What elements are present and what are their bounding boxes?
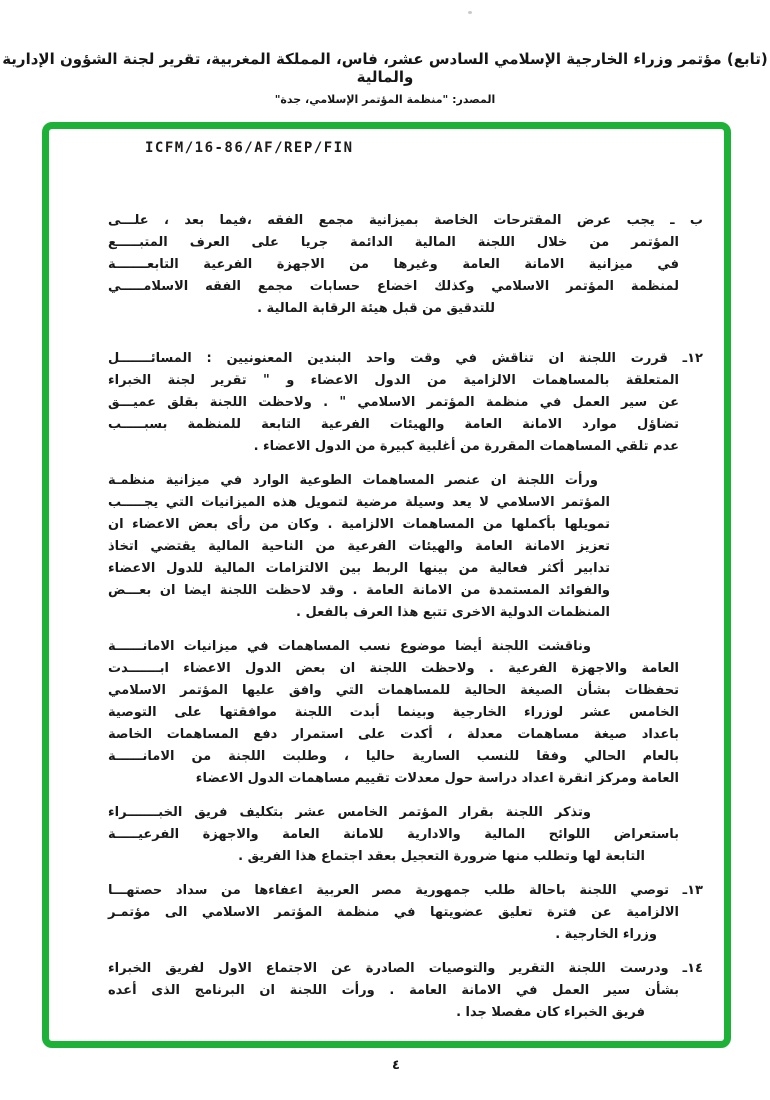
text-line: تعزيز الامانة العامة والهيئات الفرعية من الناحية المالية يقتضي اتخاذ [108, 539, 610, 554]
paragraph-b [108, 210, 703, 320]
text-line: المؤتمر الاسلامي لا يعد وسيلة مرضية لتمويل هذه الميزانيات التي يجـــــب [108, 495, 610, 510]
paragraph-marker: ١٣ـ [682, 883, 703, 898]
text-line: وتذكر اللجنة بقرار المؤتمر الخامس عشر بتكليف فريق الخبـــــــراء [108, 805, 591, 820]
text-line: وزراء الخارجية . [555, 927, 657, 942]
text-line: تدابير أكثر فعالية من بينها الربط بين الالتزامات المالية للدول الاعضاء [108, 561, 610, 576]
paragraph-12 [108, 348, 703, 458]
text-line: ١٤ـ ودرست اللجنة التقرير والتوصيات الصادرة عن الاجتماع الاول لفريق الخبراء [108, 961, 703, 976]
text-line: وناقشت اللجنة أيضا موضوع نسب المساهمات في ميزانيات الامانــــــة [108, 639, 591, 654]
text-line: العامة والاجهزة الفرعية . ولاحظت اللجنة ان بعض الدول الاعضاء ابـــــــدت [108, 661, 679, 676]
text-line: المنظمات الدولية الاخرى تتبع هذا العرف بالفعل . [296, 605, 610, 620]
text-line: تحفظات بشأن الصيغة الحالية للمساهمات التي وافق عليها المؤتمر الاسلامي [108, 683, 679, 698]
text-line: ب ـ يجب عرض المقترحات الخاصة بميزانية مجمع الفقه ،فيما بعد ، علـــى [108, 213, 703, 228]
text-line: تضاؤل موارد الامانة العامة والهيئات الفرعية التابعة للمنظمة بسبـــــب [108, 417, 679, 432]
text-line: بالعام الحالي وفقا للنسب السارية حاليا ، وطلبت اللجنة من الامانــــــة [108, 749, 679, 764]
text-line: ١٣ـ توصي اللجنة باحالة طلب جمهورية مصر العربية اعفاءها من سداد حصتهـــا [108, 883, 703, 898]
text-line: ١٢ـ قررت اللجنة ان تناقش في وقت واحد البندين المعنونيين : المسائـــــــل [108, 351, 703, 366]
paragraph-raat [108, 470, 703, 624]
text-line: باعداد صيغة مساهمات معدلة ، أكدت على استمرار دفع المساهمات الخاصة [108, 727, 679, 742]
paragraph-marker: ١٢ـ [682, 351, 703, 366]
text-line: في ميزانية الامانة العامة وغيرها من الاجهزة الفرعية التابعـــــــة [108, 257, 679, 272]
scan-artifact-dot [468, 11, 472, 14]
page-number: ٤ [392, 1058, 400, 1073]
paragraph-marker: ب ـ [670, 213, 703, 228]
document-reference: ICFM/16-86/AF/REP/FIN [145, 140, 354, 156]
page-header [0, 50, 770, 106]
text-line: بشأن سير العمل في الامانة العامة . ورأت اللجنة ان البرنامج الذى أعده [108, 983, 679, 998]
text-line: ورأت اللجنة ان عنصر المساهمات الطوعية الوارد في ميزانية منظمـة [108, 473, 598, 488]
text-line: فريق الخبراء كان مفصلا جدا . [456, 1005, 645, 1020]
text-line: المتعلقة بالمساهمات الالزامية من الدول الاعضاء و " تقرير لجنة الخبراء [108, 373, 679, 388]
text-line: تمويلها بأكملها من المساهمات الالزامية . وكان من رأى بعض الاعضاء ان [108, 517, 610, 532]
paragraph-tadhkur [108, 802, 703, 868]
text-line: للتدقيق من قبل هيئة الرقابة المالية . [257, 301, 495, 316]
text-line: عدم تلقي المساهمات المقررة من أغلبية كبيرة من الدول الاعضاء . [253, 439, 679, 454]
text-line: والفوائد المستمدة من الامانة العامة . وقد لاحظت اللجنة ايضا ان بعـــض [108, 583, 610, 598]
header-source: المصدر: "منظمة المؤتمر الإسلامي، جدة" [274, 93, 496, 106]
document-body [108, 210, 703, 1036]
paragraph-naqashat [108, 636, 703, 790]
text-line: عن سير العمل في منظمة المؤتمر الاسلامي " . ولاحظت اللجنة بقلق عميـــق [108, 395, 679, 410]
header-title: (تابع) مؤتمر وزراء الخارجية الإسلامي السادس عشر، فاس، المملكة المغربية، تقرير لجنة الشؤون الإدارية والمالية [2, 50, 768, 86]
text-line: المؤتمر من خلال اللجنة المالية الدائمة جريا على العرف المتبـــــع [108, 235, 679, 250]
text-line: التابعة لها وتطلب منها ضرورة التعجيل بعقد اجتماع هذا الفريق . [238, 849, 645, 864]
paragraph-14 [108, 958, 703, 1024]
text-line: باستعراض اللوائح المالية والادارية للامانة العامة والاجهزة الفرعيـــــة [108, 827, 679, 842]
paragraph-13 [108, 880, 703, 946]
text-line: العامة ومركز انقرة اعداد دراسة حول معدلات تقييم مساهمات الدول الاعضاء [195, 771, 679, 786]
paragraph-marker: ١٤ـ [682, 961, 703, 976]
text-line: الالزامية عن فترة تعليق عضويتها في منظمة المؤتمر الاسلامي الى مؤتمـر [108, 905, 679, 920]
text-line: لمنظمة المؤتمر الاسلامي وكذلك اخضاع حسابات مجمع الفقه الاسلامـــــي [108, 279, 679, 294]
text-line: الخامس عشر لوزراء الخارجية وبينما أبدت اللجنة موافقتها على التوصية [108, 705, 679, 720]
